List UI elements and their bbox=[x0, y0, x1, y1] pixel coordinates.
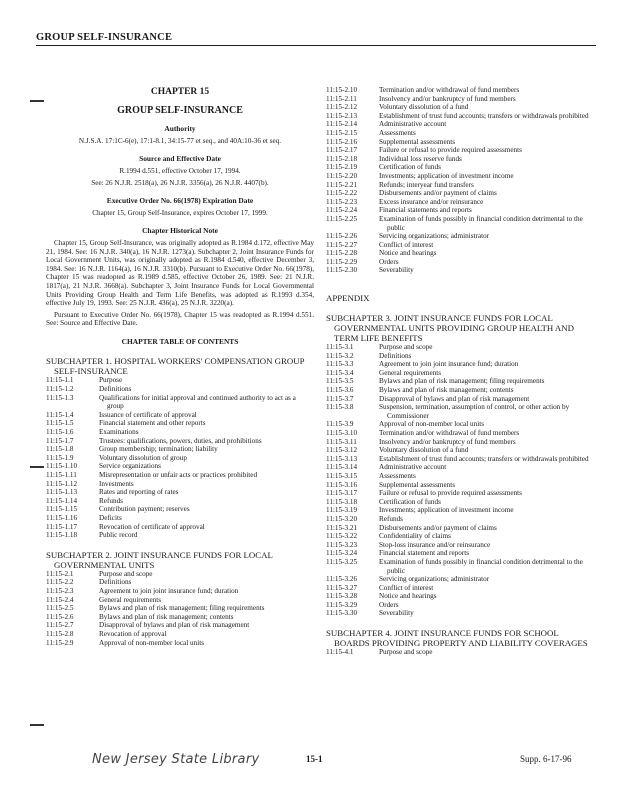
section-title: Definitions bbox=[99, 578, 132, 587]
section-title: Definitions bbox=[379, 351, 412, 360]
toc-entry bbox=[46, 604, 314, 613]
section-number: 11:15-1.10 bbox=[46, 462, 78, 471]
toc-entry bbox=[46, 428, 314, 437]
toc-entry bbox=[326, 648, 594, 657]
section-title: Trustees: qualifications, powers, duties, and prohibitions bbox=[99, 436, 262, 445]
section-title: Public record bbox=[99, 531, 138, 540]
section-title: Examinations bbox=[99, 428, 139, 437]
toc-entry bbox=[326, 515, 594, 524]
section-number: 11:15-3.2 bbox=[326, 351, 354, 360]
section-title: Bylaws and plan of risk management; filing requirements bbox=[379, 377, 545, 386]
section-number: 11:15-3.17 bbox=[326, 489, 358, 498]
section-number: 11:15-2.9 bbox=[46, 638, 74, 647]
section-number: 11:15-2.15 bbox=[326, 128, 358, 137]
section-number: 11:15-2.24 bbox=[326, 206, 358, 215]
toc-entry bbox=[326, 163, 594, 172]
toc-entry bbox=[326, 609, 594, 618]
section-title: Refunds; interyear fund transfers bbox=[379, 180, 474, 189]
toc-entry bbox=[46, 480, 314, 489]
section-number: 11:15-3.5 bbox=[326, 377, 354, 386]
toc-entry bbox=[46, 578, 314, 587]
section-number: 11:15-1.15 bbox=[46, 505, 78, 514]
toc-entry bbox=[46, 394, 314, 411]
toc-entry bbox=[326, 498, 594, 507]
section-title: Orders bbox=[379, 257, 399, 266]
section-title: Deficits bbox=[99, 513, 122, 522]
section-title: Confidentiality of claims bbox=[379, 532, 451, 541]
section-title: Severability bbox=[379, 609, 414, 618]
toc-entry bbox=[46, 630, 314, 639]
chapter-number: CHAPTER 15 bbox=[150, 87, 210, 97]
section-number: 11:15-2.26 bbox=[326, 232, 358, 241]
toc-entry bbox=[326, 481, 594, 490]
section-title: Bylaws and plan of risk management; filing requirements bbox=[99, 604, 265, 613]
section-title: General requirements bbox=[99, 595, 162, 604]
subchapter-3-list bbox=[326, 343, 594, 618]
section-title: Rates and reporting of rates bbox=[99, 488, 179, 497]
toc-entry bbox=[326, 215, 594, 232]
section-number: 11:15-1.11 bbox=[46, 471, 77, 479]
history-text-2: Pursuant to Executive Order No. 66(1978), Chapter 15 was readopted as R.1994 d.551. See: Source and Effective Date. bbox=[46, 310, 314, 328]
section-number: 11:15-1.18 bbox=[46, 531, 78, 540]
section-number: 11:15-1.5 bbox=[46, 419, 74, 428]
section-number: 11:15-3.18 bbox=[326, 497, 358, 506]
section-title: Agreement to join joint insurance fund; duration bbox=[99, 586, 239, 595]
section-title: Disapproval of bylaws and plan of risk management bbox=[379, 394, 530, 403]
section-number: 11:15-3.29 bbox=[326, 600, 358, 609]
toc-entry bbox=[326, 146, 594, 155]
section-number: 11:15-2.13 bbox=[326, 111, 358, 120]
toc-entry bbox=[46, 488, 314, 497]
subchapter-1-list bbox=[46, 376, 314, 539]
toc-entry bbox=[46, 587, 314, 596]
section-number: 11:15-3.9 bbox=[326, 420, 354, 429]
section-title: Investments bbox=[99, 479, 134, 488]
toc-entry bbox=[326, 558, 594, 575]
section-title: Refunds bbox=[99, 496, 123, 505]
toc-entry bbox=[326, 172, 594, 181]
section-number: 11:15-3.22 bbox=[326, 532, 358, 541]
toc-entry bbox=[46, 411, 314, 420]
section-number: 11:15-3.10 bbox=[326, 429, 358, 437]
section-title: Stop-loss insurance and/or reinsurance bbox=[379, 540, 491, 549]
toc-entry bbox=[46, 497, 314, 506]
left-column bbox=[46, 86, 314, 647]
section-title: Financial statement and reports bbox=[379, 549, 470, 558]
section-number: 11:15-1.14 bbox=[46, 496, 78, 505]
toc-entry bbox=[326, 360, 594, 369]
toc-entry bbox=[46, 376, 314, 385]
section-title: Orders bbox=[379, 600, 399, 609]
toc-entry bbox=[326, 592, 594, 601]
section-title: Termination and/or withdrawal of fund members bbox=[379, 86, 520, 94]
section-number: 11:15-2.12 bbox=[326, 103, 358, 112]
section-title: Contribution payment; reserves bbox=[99, 505, 190, 514]
toc-entry bbox=[326, 241, 594, 250]
toc-entry bbox=[326, 249, 594, 258]
toc-entry bbox=[326, 103, 594, 112]
section-title: Conflict of interest bbox=[379, 240, 434, 249]
section-number: 11:15-2.29 bbox=[326, 257, 358, 266]
section-title: Revocation of approval bbox=[99, 629, 167, 638]
section-title: Issuance of certificate of approval bbox=[99, 410, 197, 419]
toc-entry bbox=[326, 429, 594, 438]
toc-entry bbox=[326, 463, 594, 472]
section-number: 11:15-3.11 bbox=[326, 437, 357, 446]
toc-entry bbox=[326, 129, 594, 138]
section-number: 11:15-2.23 bbox=[326, 197, 358, 206]
toc-entry bbox=[326, 532, 594, 541]
section-number: 11:15-3.13 bbox=[326, 454, 358, 463]
section-number: 11:15-1.13 bbox=[46, 488, 78, 497]
section-title: Certification of funds bbox=[379, 163, 441, 172]
running-header: GROUP SELF-INSURANCE bbox=[36, 32, 596, 46]
section-title: Misrepresentation or unfair acts or practices prohibited bbox=[99, 471, 258, 479]
section-number: 11:15-2.10 bbox=[326, 86, 358, 94]
section-number: 11:15-3.20 bbox=[326, 514, 358, 523]
section-title: Certification of funds bbox=[379, 497, 441, 506]
section-number: 11:15-3.23 bbox=[326, 540, 358, 549]
subchapter-2-list-cont bbox=[326, 86, 594, 275]
library-stamp: New Jersey State Library bbox=[92, 752, 260, 767]
toc-entry bbox=[326, 549, 594, 558]
toc-entry bbox=[326, 472, 594, 481]
section-title: Examination of funds possibly in financial condition detrimental to the public bbox=[379, 557, 583, 575]
authority-heading: Authority bbox=[164, 124, 196, 134]
section-title: Examination of funds possibly in financial condition detrimental to the public bbox=[379, 214, 583, 232]
subchapter-2-title: SUBCHAPTER 2. JOINT INSURANCE FUNDS FOR LOCAL GOVERNMENTAL UNITS bbox=[46, 549, 273, 570]
section-title: Administrative account bbox=[379, 463, 447, 472]
section-number: 11:15-3.15 bbox=[326, 471, 358, 480]
section-title: Insolvency and/or bankruptcy of fund members bbox=[379, 437, 516, 446]
toc-entry bbox=[46, 613, 314, 622]
section-title: Financial statement and other reports bbox=[99, 419, 206, 428]
section-title: Assessments bbox=[379, 128, 416, 137]
toc-entry bbox=[326, 446, 594, 455]
authority-text: N.J.S.A. 17:1C-6(e), 17:1-8.1, 34:15-77 et seq., and 40A:10-36 et seq. bbox=[78, 136, 282, 145]
section-number: 11:15-3.8 bbox=[326, 403, 354, 412]
toc-entry bbox=[326, 112, 594, 121]
section-number: 11:15-2.1 bbox=[46, 569, 74, 578]
section-number: 11:15-3.26 bbox=[326, 575, 358, 584]
toc-entry bbox=[326, 155, 594, 164]
section-title: Insolvency and/or bankruptcy of fund members bbox=[379, 94, 516, 103]
section-number: 11:15-3.19 bbox=[326, 506, 358, 515]
subchapter-4-list bbox=[326, 648, 594, 657]
toc-entry bbox=[326, 377, 594, 386]
section-title: Administrative account bbox=[379, 120, 447, 129]
subchapter-3-title: SUBCHAPTER 3. JOINT INSURANCE FUNDS FOR LOCAL GOVERNMENTAL UNITS PROVIDING GROUP HEALTH AND TERM LIFE BENEFITS bbox=[326, 313, 574, 344]
section-title: Disbursements and/or payment of claims bbox=[379, 523, 497, 532]
section-title: Conflict of interest bbox=[379, 583, 434, 592]
section-number: 11:15-1.16 bbox=[46, 513, 78, 522]
right-column bbox=[326, 86, 594, 657]
section-title: Disbursements and/or payment of claims bbox=[379, 189, 497, 198]
section-number: 11:15-3.27 bbox=[326, 583, 358, 592]
section-number: 11:15-3.12 bbox=[326, 446, 358, 455]
toc-entry bbox=[46, 445, 314, 454]
section-number: 11:15-2.20 bbox=[326, 171, 358, 180]
section-number: 11:15-2.11 bbox=[326, 94, 357, 103]
section-number: 11:15-1.8 bbox=[46, 445, 74, 454]
toc-entry bbox=[326, 403, 594, 420]
section-number: 11:15-3.4 bbox=[326, 368, 354, 377]
section-number: 11:15-2.25 bbox=[326, 214, 358, 223]
section-title: Notice and hearings bbox=[379, 592, 437, 601]
toc-entry bbox=[46, 523, 314, 532]
toc-entry bbox=[326, 95, 594, 104]
toc-entry bbox=[326, 181, 594, 190]
toc-entry bbox=[326, 524, 594, 533]
section-number: 11:15-2.18 bbox=[326, 154, 358, 163]
section-title: Investments; application of investment income bbox=[379, 171, 514, 180]
section-title: Purpose and scope bbox=[379, 343, 433, 352]
toc-entry bbox=[46, 621, 314, 630]
section-title: Approval of non-member local units bbox=[99, 638, 204, 647]
section-number: 11:15-2.27 bbox=[326, 240, 358, 249]
section-title: Voluntary dissolution of a fund bbox=[379, 103, 469, 112]
chapter-title: GROUP SELF-INSURANCE bbox=[117, 104, 243, 116]
subchapter-4-title: SUBCHAPTER 4. JOINT INSURANCE FUNDS FOR SCHOOL BOARDS PROVIDING PROPERTY AND LIABILITY COVERAGES bbox=[326, 628, 588, 649]
toc-entry bbox=[46, 454, 314, 463]
section-title: Establishment of trust fund accounts; transfers or withdrawals prohibited bbox=[379, 454, 589, 463]
section-number: 11:15-1.12 bbox=[46, 479, 78, 488]
section-title: Failure or refusal to provide required assessments bbox=[379, 146, 522, 155]
page-footer bbox=[0, 752, 618, 772]
toc-entry bbox=[326, 386, 594, 395]
section-title: Failure or refusal to provide required assessments bbox=[379, 489, 522, 498]
section-title: Establishment of trust fund accounts; transfers or withdrawals prohibited bbox=[379, 111, 589, 120]
section-title: General requirements bbox=[379, 368, 442, 377]
section-title: Disapproval of bylaws and plan of risk management bbox=[99, 621, 250, 630]
section-number: 11:15-1.17 bbox=[46, 522, 78, 531]
section-number: 11:15-2.22 bbox=[326, 189, 358, 198]
toc-entry bbox=[326, 198, 594, 207]
exec-order-heading: Executive Order No. 66(1978) Expiration Date bbox=[106, 196, 254, 206]
toc-entry bbox=[326, 266, 594, 275]
section-number: 11:15-2.3 bbox=[46, 586, 74, 595]
section-title: Bylaws and plan of risk management; contents bbox=[99, 612, 234, 621]
toc-entry bbox=[326, 601, 594, 610]
toc-entry bbox=[326, 232, 594, 241]
section-number: 11:15-2.2 bbox=[46, 578, 74, 587]
toc-entry bbox=[46, 639, 314, 648]
toc-entry bbox=[46, 514, 314, 523]
toc-entry bbox=[326, 206, 594, 215]
toc-entry bbox=[326, 506, 594, 515]
section-title: Excess insurance and/or reinsurance bbox=[379, 197, 484, 206]
toc-entry bbox=[46, 471, 314, 480]
toc-entry bbox=[46, 462, 314, 471]
section-title: Bylaws and plan of risk management; contents bbox=[379, 386, 514, 395]
section-title: Refunds bbox=[379, 514, 403, 523]
section-number: 11:15-2.16 bbox=[326, 137, 358, 146]
section-number: 11:15-1.3 bbox=[46, 393, 74, 402]
toc-entry bbox=[326, 541, 594, 550]
section-title: Severability bbox=[379, 266, 414, 275]
toc-entry bbox=[326, 258, 594, 267]
section-number: 11:15-1.2 bbox=[46, 385, 74, 394]
section-number: 11:15-2.6 bbox=[46, 612, 74, 621]
section-title: Suspension, termination, assumption of control, or other action by Commissioner bbox=[379, 403, 570, 420]
section-title: Supplemental assessments bbox=[379, 137, 456, 146]
section-number: 11:15-3.28 bbox=[326, 592, 358, 601]
section-title: Termination and/or withdrawal of fund members bbox=[379, 429, 520, 437]
section-title: Qualifications for initial approval and continued authority to act as a group bbox=[99, 393, 296, 411]
toc-entry bbox=[326, 352, 594, 361]
toc-heading: CHAPTER TABLE OF CONTENTS bbox=[121, 336, 239, 346]
toc-entry bbox=[46, 437, 314, 446]
section-title: Agreement to join joint insurance fund; duration bbox=[379, 360, 519, 369]
toc-entry bbox=[326, 489, 594, 498]
section-title: Assessments bbox=[379, 471, 416, 480]
section-number: 11:15-1.7 bbox=[46, 436, 74, 445]
toc-entry bbox=[46, 596, 314, 605]
source-text-2: See: 26 N.J.R. 2518(a), 26 N.J.R. 3356(a), 26 N.J.R. 4407(b). bbox=[91, 178, 269, 187]
section-number: 11:15-3.30 bbox=[326, 609, 358, 618]
toc-entry bbox=[326, 420, 594, 429]
toc-entry bbox=[326, 343, 594, 352]
margin-mark bbox=[30, 100, 44, 102]
section-number: 11:15-2.19 bbox=[326, 163, 358, 172]
section-number: 11:15-1.4 bbox=[46, 410, 74, 419]
toc-entry bbox=[46, 570, 314, 579]
subchapter-1-title: SUBCHAPTER 1. HOSPITAL WORKERS' COMPENSATION GROUP SELF-INSURANCE bbox=[46, 356, 305, 377]
section-title: Purpose and scope bbox=[379, 648, 433, 657]
section-title: Individual loss reserve funds bbox=[379, 154, 462, 163]
section-title: Supplemental assessments bbox=[379, 480, 456, 489]
section-number: 11:15-2.28 bbox=[326, 249, 358, 258]
margin-mark bbox=[30, 466, 44, 468]
history-text: Chapter 15, Group Self-Insurance, was originally adopted as R.1984 d.172, effective May 21, 1984. See: 16 N.J.R. 340(a), 16 N.J.R. 1273(a). Subchapter 2, Joint Insurance Funds for Local Government Units, was originally adopted as R.1984 d.540, effective December 3, 1984. See: 16 N.J.R. 1164(a), 16 N.J.R. 3310(b). Pursuant to Executive Order No. 66(1978), Chapter 15 was readopted as R.1989 d.585, effective October 26, 1989. See: 21 N.J.R. 1817(a), 21 N.J.R. 3668(a). Subchapter 3, Joint Insurance Funds for Local Governmental Units Providing Group Health and Term Life Benefits, was adopted as R.1993 d.354, effective July 19, 1993. See: 25 N.J.R. 436(a), 25 N.J.R. 3220(a). bbox=[46, 238, 314, 308]
toc-entry bbox=[46, 385, 314, 394]
section-number: 11:15-3.6 bbox=[326, 386, 354, 395]
section-title: Group membership; termination; liability bbox=[99, 445, 218, 454]
toc-entry bbox=[326, 395, 594, 404]
toc-entry bbox=[46, 531, 314, 540]
section-title: Approval of non-member local units bbox=[379, 420, 484, 429]
margin-mark bbox=[30, 724, 44, 726]
appendix-label: APPENDIX bbox=[326, 293, 370, 304]
source-heading: Source and Effective Date bbox=[139, 154, 221, 164]
section-title: Revocation of certificate of approval bbox=[99, 522, 205, 531]
toc-entry bbox=[326, 120, 594, 129]
source-text-1: R.1994 d.551, effective October 17, 1994. bbox=[119, 166, 241, 175]
section-title: Servicing organizations; administrator bbox=[379, 232, 490, 241]
section-number: 11:15-1.9 bbox=[46, 453, 74, 462]
supplement-date: Supp. 6-17-96 bbox=[520, 754, 572, 764]
section-number: 11:15-3.14 bbox=[326, 463, 358, 472]
exec-order-text: Chapter 15, Group Self-Insurance, expires October 17, 1999. bbox=[92, 208, 268, 217]
section-title: Servicing organizations; administrator bbox=[379, 575, 490, 584]
section-number: 11:15-2.8 bbox=[46, 629, 74, 638]
section-title: Voluntary dissolution of a fund bbox=[379, 446, 469, 455]
section-number: 11:15-3.24 bbox=[326, 549, 358, 558]
toc-entry bbox=[326, 369, 594, 378]
section-number: 11:15-3.25 bbox=[326, 557, 358, 566]
section-number: 11:15-1.6 bbox=[46, 428, 74, 437]
section-number: 11:15-2.21 bbox=[326, 180, 358, 189]
section-title: Definitions bbox=[99, 385, 132, 394]
section-number: 11:15-2.5 bbox=[46, 604, 74, 613]
section-number: 11:15-2.7 bbox=[46, 621, 74, 630]
section-number: 11:15-3.1 bbox=[326, 343, 354, 352]
section-number: 11:15-4.1 bbox=[326, 648, 354, 657]
toc-entry bbox=[326, 438, 594, 447]
section-title: Notice and hearings bbox=[379, 249, 437, 258]
toc-entry bbox=[46, 505, 314, 514]
subchapter-2-list bbox=[46, 570, 314, 647]
section-number: 11:15-2.14 bbox=[326, 120, 358, 129]
section-number: 11:15-3.16 bbox=[326, 480, 358, 489]
toc-entry bbox=[326, 584, 594, 593]
toc-entry bbox=[326, 86, 594, 95]
page-number: 15-1 bbox=[306, 754, 323, 764]
toc-entry bbox=[46, 419, 314, 428]
toc-entry bbox=[326, 575, 594, 584]
section-title: Financial statements and reports bbox=[379, 206, 472, 215]
section-title: Voluntary dissolution of group bbox=[99, 453, 187, 462]
section-title: Investments; application of investment income bbox=[379, 506, 514, 515]
section-number: 11:15-3.3 bbox=[326, 360, 354, 369]
section-number: 11:15-1.1 bbox=[46, 376, 74, 385]
section-number: 11:15-3.21 bbox=[326, 523, 358, 532]
toc-entry bbox=[326, 189, 594, 198]
section-number: 11:15-2.17 bbox=[326, 146, 358, 155]
section-title: Purpose and scope bbox=[99, 569, 153, 578]
toc-entry bbox=[326, 138, 594, 147]
toc-entry bbox=[326, 455, 594, 464]
section-number: 11:15-3.7 bbox=[326, 394, 354, 403]
section-title: Service organizations bbox=[99, 462, 161, 471]
section-number: 11:15-2.30 bbox=[326, 266, 358, 275]
section-number: 11:15-2.4 bbox=[46, 595, 74, 604]
history-heading: Chapter Historical Note bbox=[142, 226, 218, 236]
section-title: Purpose bbox=[99, 376, 123, 385]
